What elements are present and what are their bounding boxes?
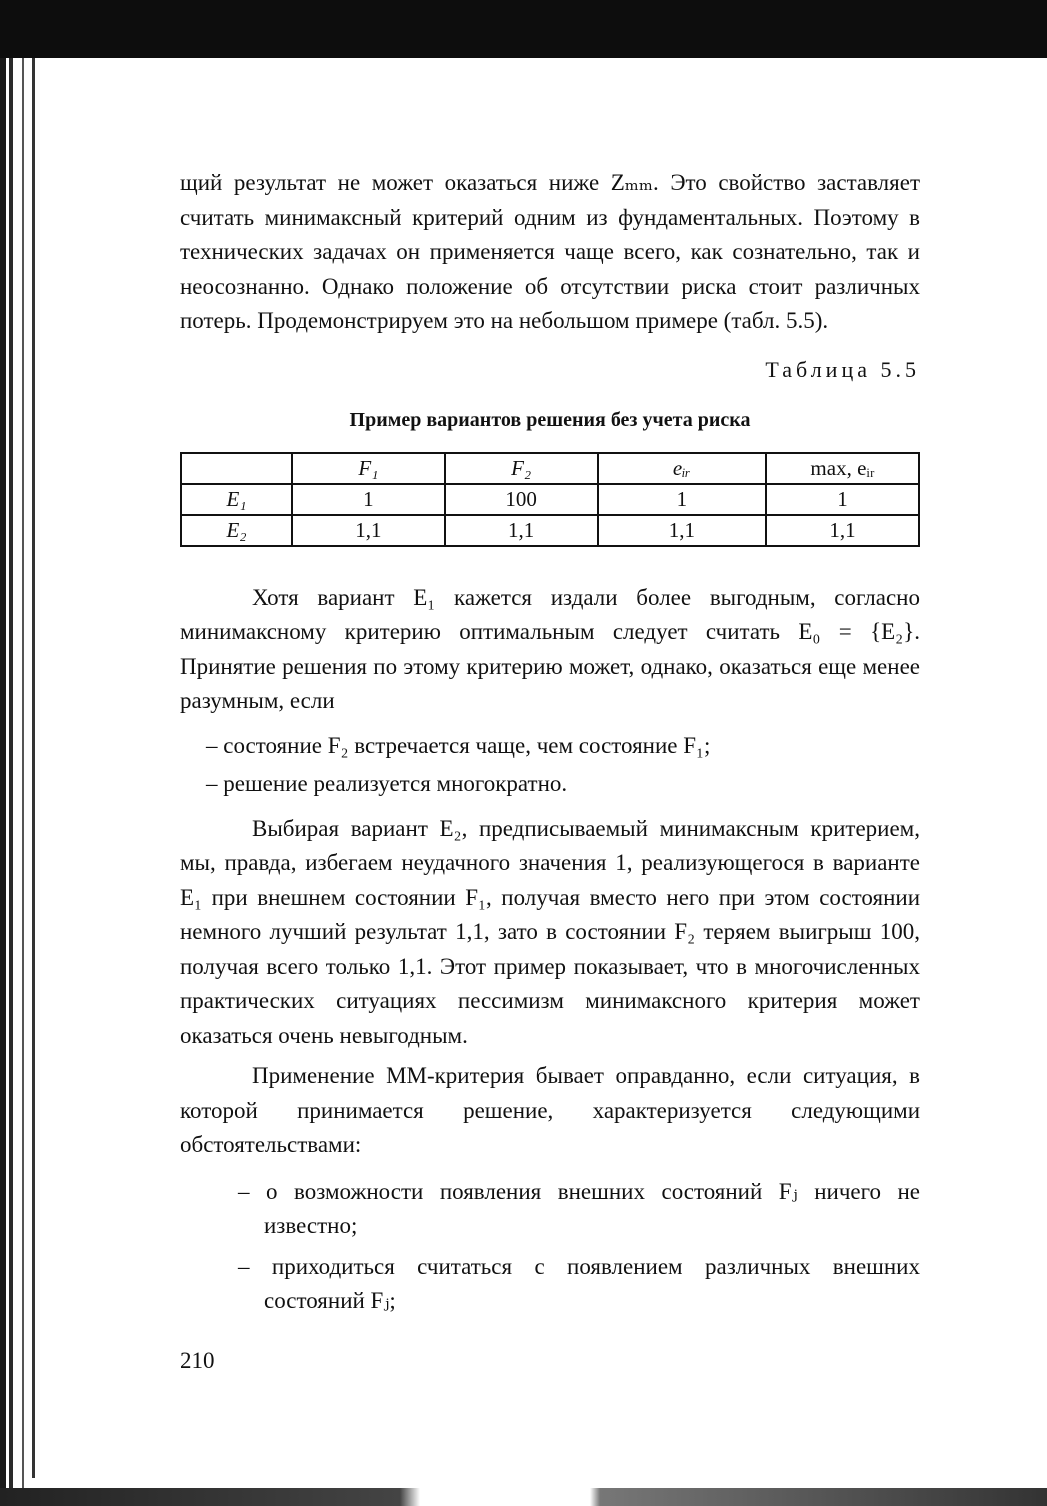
- bullet-item: – приходиться считаться с появлением различных внешних состояний Fⱼ;: [238, 1253, 920, 1313]
- table-row: [181, 515, 919, 546]
- table-row: [181, 484, 919, 515]
- page-content: [180, 166, 920, 1325]
- table-cell: 1,1: [598, 515, 767, 546]
- page-number: 210: [180, 1348, 215, 1373]
- table-header-cell: [181, 453, 292, 484]
- bullet-item: – решение реализуется многократно.: [206, 771, 568, 796]
- scan-top-border: [0, 0, 1047, 58]
- bullet-item: – о возможности появления внешних состояний Fⱼ ничего не известно;: [238, 1178, 920, 1238]
- table-row-label: E₂: [181, 515, 292, 546]
- paragraph-mm-criterion: Применение ММ-критерия бывает оправданно, если ситуация, в которой принимается решение, характеризуется следующими обстоятельствами:: [180, 1063, 920, 1157]
- table-header-row: [181, 453, 919, 484]
- table-cell: 1,1: [292, 515, 445, 546]
- table-cell: 1: [598, 484, 767, 515]
- table-cell: 1,1: [445, 515, 598, 546]
- table-header-cell: F₂: [445, 453, 598, 484]
- table-row-label: E₁: [181, 484, 292, 515]
- paragraph-variant-e1: Хотя вариант E₁ кажется издали более выгодным, согласно минимаксному критерию оптимальным следует считать E₀ = {E₂}. Принятие решения по этому критерию может, однако, оказаться еще менее разумным, если: [180, 584, 920, 713]
- scan-left-border: [0, 58, 30, 1506]
- paragraph-variant-e2: Выбирая вариант E₂, предписываемый минимаксным критерием, мы, правда, избегаем неудачного значения 1, реализующегося в варианте E₁ при внешнем состоянии F₁, получая вместо него при этом состоянии немного лучший результат 1,1, зато в состоянии F₂ теряем выигрыш 100, получая всего только 1,1. Этот пример показывает, что в многочисленных практических ситуациях пессимизм минимаксного критерия может оказаться очень невыгодным.: [180, 815, 920, 1048]
- table-header-cell: eᵢᵣ: [598, 453, 767, 484]
- table-cell: 1: [292, 484, 445, 515]
- bullet-item: – состояние F₂ встречается чаще, чем состояние F₁;: [206, 732, 711, 758]
- table-number: Таблица 5.5: [765, 356, 920, 382]
- scan-left-binding: [30, 58, 38, 1478]
- table-header-cell: F₁: [292, 453, 445, 484]
- table-cell: 100: [445, 484, 598, 515]
- decision-table: [180, 452, 920, 547]
- scan-bottom-border: [0, 1488, 1047, 1506]
- table-header-cell: max, eᵢᵣ: [766, 453, 919, 484]
- table-cell: 1,1: [766, 515, 919, 546]
- paragraph-intro: щий результат не может оказаться ниже Zₘₘ. Это свойство заставляет считать минимаксный критерий одним из фундаментальных. Поэтому в технических задачах он применяется чаще всего, как сознательно, так и неосознанно. Однако положение об отсутствии риска стоит различных потерь. Продемонстрируем это на небольшом примере (табл. 5.5).: [180, 170, 920, 333]
- table-cell: 1: [766, 484, 919, 515]
- table-title: Пример вариантов решения без учета риска: [349, 409, 751, 431]
